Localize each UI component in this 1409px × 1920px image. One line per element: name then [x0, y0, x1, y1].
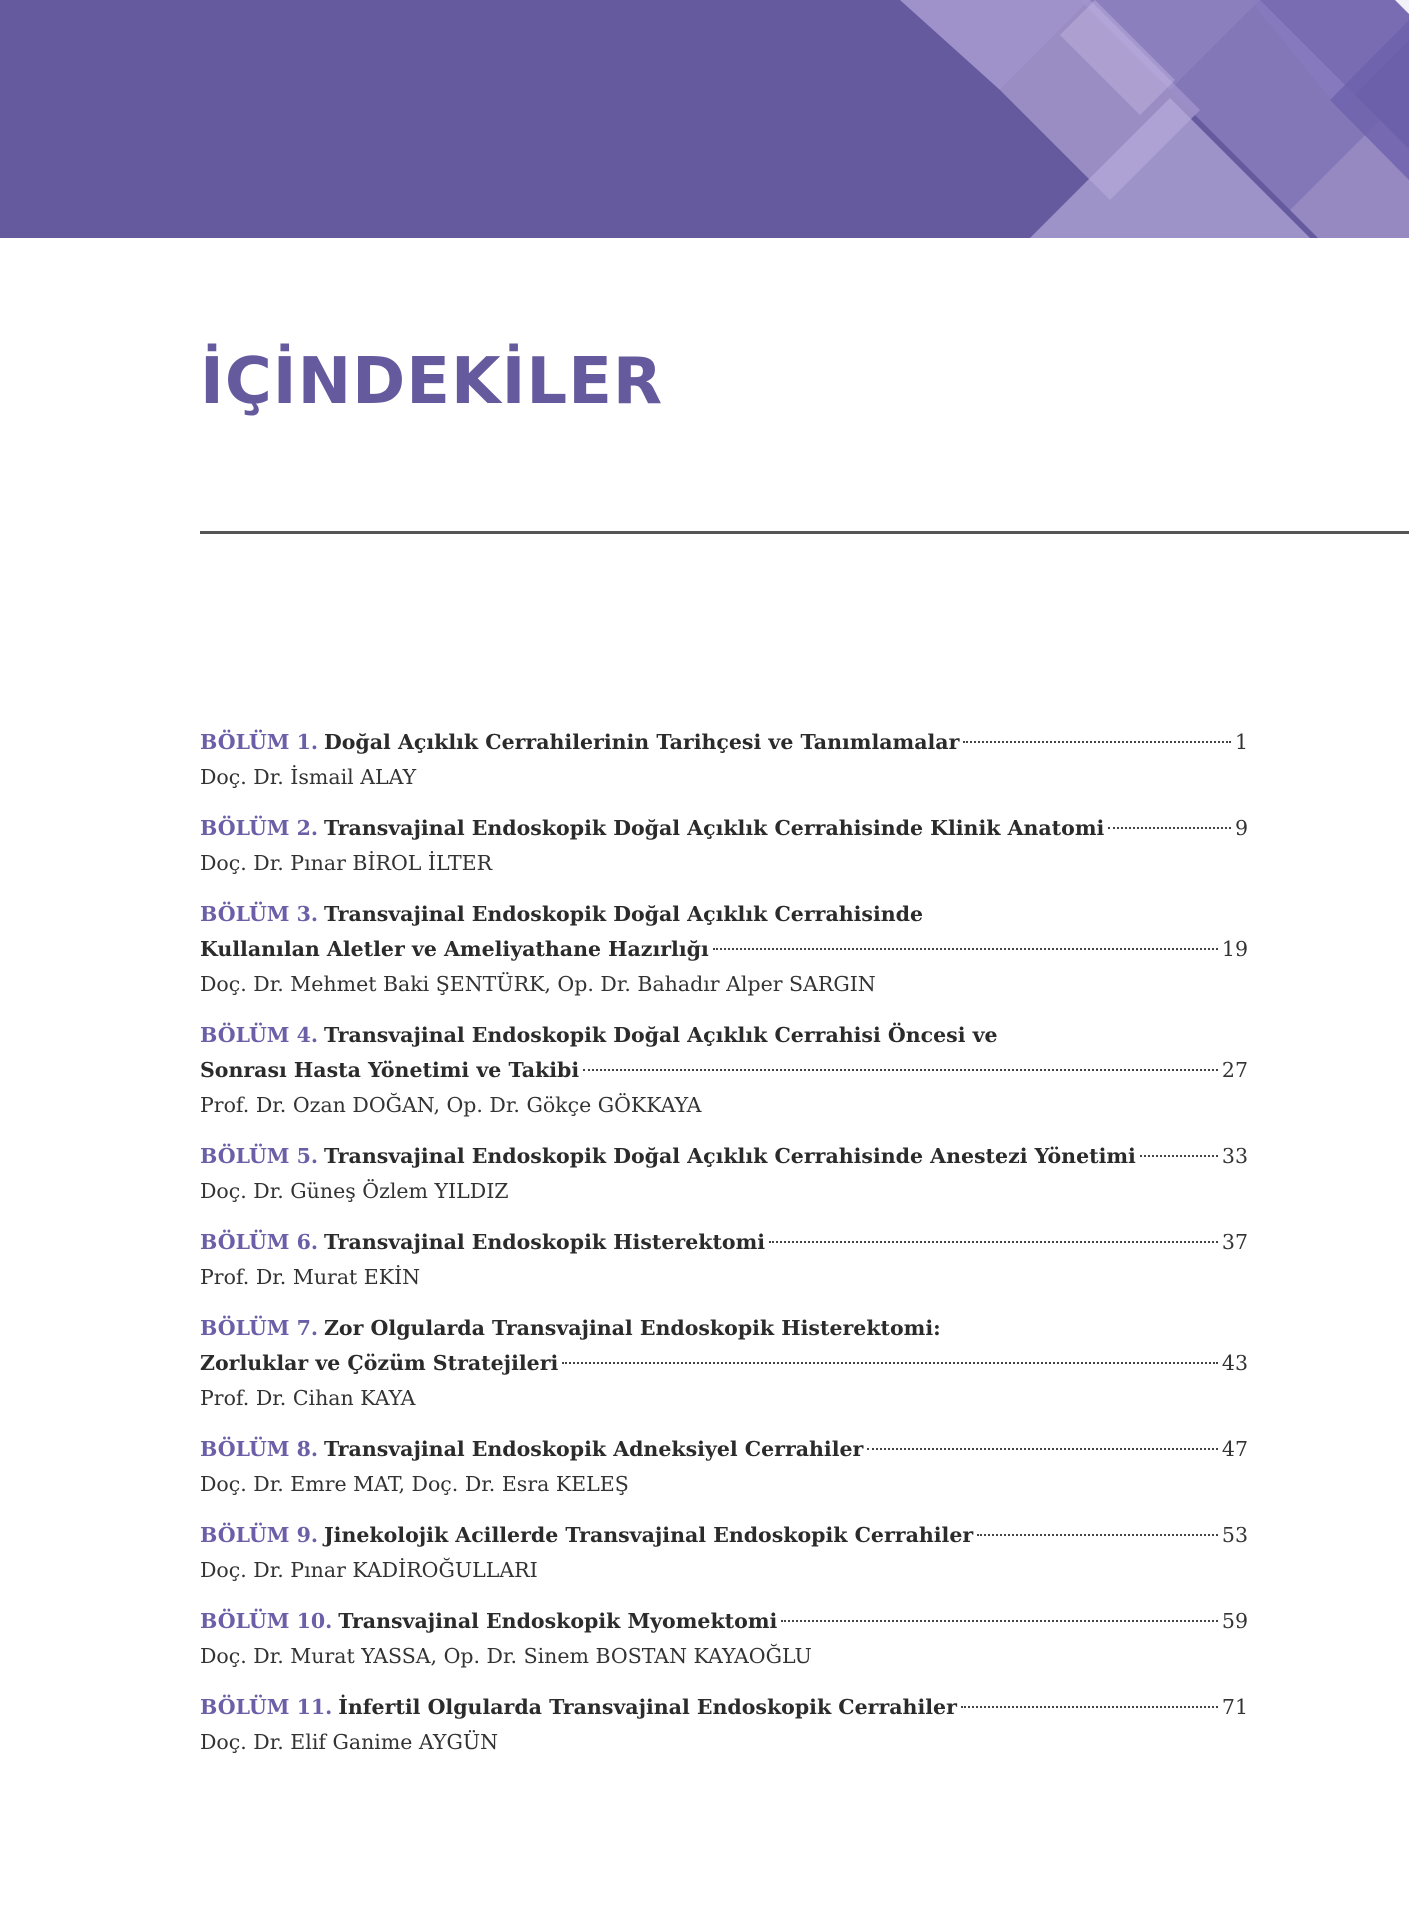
- toc-entry[interactable]: [200, 1518, 1248, 1588]
- chapter-title: Jinekolojik Acillerde Transvajinal Endoskopik Cerrahiler: [323, 1523, 974, 1547]
- chapter-number: BÖLÜM 3.: [200, 902, 318, 926]
- toc-title-line: [200, 1225, 1248, 1260]
- toc-title-line: [200, 1053, 1248, 1088]
- page-number: 1: [1234, 730, 1248, 754]
- toc-entry[interactable]: [200, 1604, 1248, 1674]
- chapter-authors: Doç. Dr. Pınar BİROL İLTER: [200, 851, 493, 875]
- chapter-number: BÖLÜM 2.: [200, 816, 318, 840]
- chapter-number: BÖLÜM 5.: [200, 1144, 318, 1168]
- toc-title-line: [200, 1311, 1248, 1346]
- page-number: 47: [1221, 1437, 1248, 1461]
- chapter-title: Transvajinal Endoskopik Adneksiyel Cerrahiler: [323, 1437, 864, 1461]
- chapter-number: BÖLÜM 6.: [200, 1230, 318, 1254]
- page-title: İÇİNDEKİLER: [200, 345, 664, 419]
- toc-entry[interactable]: [200, 1139, 1248, 1209]
- chapter-authors: Doç. Dr. Güneş Özlem YILDIZ: [200, 1179, 509, 1203]
- title-divider: [200, 531, 1409, 534]
- toc-title-line: [200, 811, 1248, 846]
- chapter-authors: Doç. Dr. Murat YASSA, Op. Dr. Sinem BOSTAN KAYAOĞLU: [200, 1644, 812, 1668]
- dot-leader: [1108, 827, 1231, 829]
- toc-title-line: [200, 897, 1248, 932]
- chapter-title: Zor Olgularda Transvajinal Endoskopik Histerektomi:: [323, 1316, 941, 1340]
- toc-title-line: [200, 1518, 1248, 1553]
- chapter-title: Kullanılan Aletler ve Ameliyathane Hazırlığı: [200, 937, 709, 961]
- dot-leader: [1140, 1155, 1218, 1157]
- toc-entry[interactable]: [200, 1690, 1248, 1760]
- toc-entry[interactable]: [200, 897, 1248, 1002]
- toc-entry[interactable]: [200, 811, 1248, 881]
- page-number: 71: [1221, 1695, 1248, 1719]
- chapter-number: BÖLÜM 9.: [200, 1523, 318, 1547]
- chapter-number: BÖLÜM 10.: [200, 1609, 333, 1633]
- dot-leader: [781, 1620, 1218, 1622]
- chapter-number: BÖLÜM 1.: [200, 730, 318, 754]
- chapter-number: BÖLÜM 8.: [200, 1437, 318, 1461]
- chapter-number: BÖLÜM 11.: [200, 1695, 333, 1719]
- chapter-title: İnfertil Olgularda Transvajinal Endoskopik Cerrahiler: [338, 1695, 957, 1719]
- toc-title-line: [200, 1018, 1248, 1053]
- toc-entry[interactable]: [200, 1311, 1248, 1416]
- banner-geometric-pattern: [0, 0, 1409, 238]
- chapter-title: Transvajinal Endoskopik Doğal Açıklık Cerrahisinde Klinik Anatomi: [323, 816, 1105, 840]
- page-number: 37: [1221, 1230, 1248, 1254]
- toc-entry[interactable]: [200, 725, 1248, 795]
- chapter-title: Sonrası Hasta Yönetimi ve Takibi: [200, 1058, 580, 1082]
- dot-leader: [562, 1362, 1218, 1364]
- page-number: 27: [1221, 1058, 1248, 1082]
- toc-entry[interactable]: [200, 1225, 1248, 1295]
- chapter-authors: Prof. Dr. Cihan KAYA: [200, 1386, 416, 1410]
- toc-entry[interactable]: [200, 1018, 1248, 1123]
- chapter-authors: Doç. Dr. Pınar KADİROĞULLARI: [200, 1558, 538, 1582]
- toc-title-line: [200, 1139, 1248, 1174]
- toc-title-line: [200, 725, 1248, 760]
- dot-leader: [961, 1706, 1218, 1708]
- page-number: 59: [1221, 1609, 1248, 1633]
- page-number: 9: [1234, 816, 1248, 840]
- chapter-title: Transvajinal Endoskopik Myomektomi: [338, 1609, 778, 1633]
- header-banner: [0, 0, 1409, 238]
- toc-title-line: [200, 1604, 1248, 1639]
- chapter-title: Transvajinal Endoskopik Doğal Açıklık Cerrahisinde Anestezi Yönetimi: [323, 1144, 1136, 1168]
- dot-leader: [713, 948, 1218, 950]
- chapter-title: Transvajinal Endoskopik Doğal Açıklık Cerrahisinde: [323, 902, 924, 926]
- page-number: 33: [1221, 1144, 1248, 1168]
- chapter-title: Transvajinal Endoskopik Histerektomi: [323, 1230, 766, 1254]
- chapter-authors: Doç. Dr. Elif Ganime AYGÜN: [200, 1730, 499, 1754]
- chapter-number: BÖLÜM 4.: [200, 1023, 318, 1047]
- toc-title-line: [200, 932, 1248, 967]
- dot-leader: [583, 1069, 1218, 1071]
- dot-leader: [867, 1448, 1218, 1450]
- page-number: 19: [1221, 937, 1248, 961]
- chapter-title: Doğal Açıklık Cerrahilerinin Tarihçesi ve Tanımlamalar: [323, 730, 960, 754]
- toc-title-line: [200, 1690, 1248, 1725]
- toc-entry[interactable]: [200, 1432, 1248, 1502]
- table-of-contents: [200, 725, 1248, 1776]
- chapter-authors: Doç. Dr. Mehmet Baki ŞENTÜRK, Op. Dr. Bahadır Alper SARGIN: [200, 972, 876, 996]
- chapter-title: Zorluklar ve Çözüm Stratejileri: [200, 1351, 559, 1375]
- chapter-number: BÖLÜM 7.: [200, 1316, 318, 1340]
- chapter-authors: Prof. Dr. Murat EKİN: [200, 1265, 421, 1289]
- chapter-authors: Doç. Dr. Emre MAT, Doç. Dr. Esra KELEŞ: [200, 1472, 629, 1496]
- chapter-authors: Doç. Dr. İsmail ALAY: [200, 765, 417, 789]
- dot-leader: [769, 1241, 1218, 1243]
- dot-leader: [963, 741, 1231, 743]
- dot-leader: [977, 1534, 1218, 1536]
- toc-title-line: [200, 1432, 1248, 1467]
- toc-title-line: [200, 1346, 1248, 1381]
- page-number: 43: [1221, 1351, 1248, 1375]
- chapter-title: Transvajinal Endoskopik Doğal Açıklık Cerrahisi Öncesi ve: [323, 1023, 998, 1047]
- page-number: 53: [1221, 1523, 1248, 1547]
- chapter-authors: Prof. Dr. Ozan DOĞAN, Op. Dr. Gökçe GÖKKAYA: [200, 1093, 702, 1117]
